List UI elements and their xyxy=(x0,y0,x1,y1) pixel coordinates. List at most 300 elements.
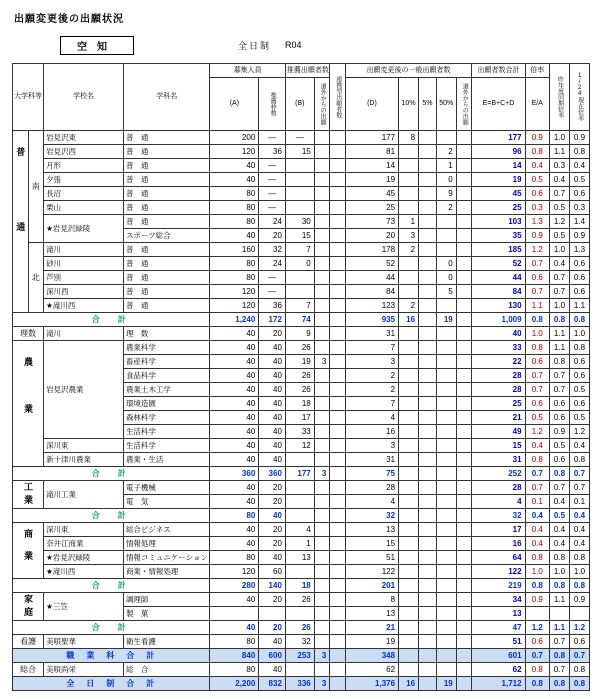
value-cell xyxy=(456,579,472,593)
value-cell xyxy=(314,537,330,551)
value-cell: 0.4 xyxy=(525,537,549,551)
value-cell xyxy=(456,327,472,341)
value-cell: 25 xyxy=(472,397,525,411)
value-cell: 40 xyxy=(210,341,259,355)
value-cell xyxy=(436,467,456,481)
value-cell xyxy=(314,131,330,145)
school-name: ★岩見沢緑陵 xyxy=(44,551,124,565)
value-cell: 0.6 xyxy=(569,635,589,649)
value-cell: 4 xyxy=(345,495,398,509)
value-cell: 935 xyxy=(345,313,398,327)
value-cell: 1.2 xyxy=(569,621,589,635)
value-cell: 25 xyxy=(345,201,398,215)
value-cell xyxy=(419,397,437,411)
value-cell xyxy=(436,229,456,243)
value-cell: 200 xyxy=(210,131,259,145)
header-cell: 連携型出願者数 xyxy=(330,64,346,131)
value-cell: 7 xyxy=(285,299,314,313)
value-cell xyxy=(314,663,330,677)
value-cell: 40 xyxy=(210,537,259,551)
value-cell: 0.5 xyxy=(569,173,589,187)
value-cell: 0 xyxy=(285,257,314,271)
value-cell: 40 xyxy=(210,229,259,243)
value-cell xyxy=(419,285,437,299)
region-box: 空知 xyxy=(60,36,134,55)
value-cell: 0.8 xyxy=(549,467,569,481)
value-cell xyxy=(399,593,419,607)
value-cell xyxy=(456,369,472,383)
value-cell: 14 xyxy=(472,159,525,173)
subtotal-label: 合 計 xyxy=(13,467,210,481)
value-cell: — xyxy=(285,131,314,145)
value-cell: 0.7 xyxy=(525,285,549,299)
value-cell: 0.8 xyxy=(525,453,549,467)
value-cell: 31 xyxy=(345,453,398,467)
value-cell: 62 xyxy=(345,663,398,677)
value-cell: 80 xyxy=(210,187,259,201)
value-cell: 15 xyxy=(285,145,314,159)
value-cell: 0.8 xyxy=(569,579,589,593)
value-cell xyxy=(314,271,330,285)
value-cell xyxy=(330,299,346,313)
value-cell: 総合ビジネス xyxy=(123,523,210,537)
value-cell: 40 xyxy=(210,425,259,439)
value-cell: 62 xyxy=(472,663,525,677)
value-cell xyxy=(436,509,456,523)
value-cell xyxy=(314,607,330,621)
value-cell xyxy=(436,551,456,565)
value-cell: 51 xyxy=(472,635,525,649)
value-cell: 0.4 xyxy=(569,523,589,537)
value-cell: スポーツ総合 xyxy=(123,229,210,243)
value-cell: 普 通 xyxy=(123,131,210,145)
value-cell: 49 xyxy=(472,425,525,439)
value-cell xyxy=(436,383,456,397)
value-cell xyxy=(456,593,472,607)
value-cell: 9 xyxy=(285,327,314,341)
h1-row xyxy=(13,64,590,78)
value-cell: 19 xyxy=(436,677,456,691)
value-cell: 0.4 xyxy=(569,159,589,173)
value-cell xyxy=(314,159,330,173)
value-cell xyxy=(436,649,456,663)
value-cell xyxy=(399,439,419,453)
value-cell: 環境造園 xyxy=(123,397,210,411)
value-cell xyxy=(399,523,419,537)
value-cell: 0.3 xyxy=(569,201,589,215)
value-cell: 14 xyxy=(345,159,398,173)
value-cell: 0.5 xyxy=(549,439,569,453)
value-cell: 0.6 xyxy=(569,285,589,299)
value-cell: 0.8 xyxy=(569,313,589,327)
value-cell xyxy=(419,145,437,159)
header-cell: 50% xyxy=(436,78,456,131)
value-cell: 75 xyxy=(345,467,398,481)
value-cell: 0.6 xyxy=(569,257,589,271)
value-cell xyxy=(436,355,456,369)
value-cell xyxy=(285,453,314,467)
value-cell: 0.8 xyxy=(569,145,589,159)
value-cell: 0.7 xyxy=(569,481,589,495)
value-cell xyxy=(436,607,456,621)
value-cell: 40 xyxy=(259,355,286,369)
value-cell: 17 xyxy=(472,523,525,537)
category-industry: 工業 xyxy=(13,481,44,509)
table-row xyxy=(13,635,590,649)
value-cell: 普 通 xyxy=(123,243,210,257)
value-cell xyxy=(399,341,419,355)
value-cell: 33 xyxy=(472,341,525,355)
value-cell: 0.4 xyxy=(549,173,569,187)
value-cell: 16 xyxy=(399,313,419,327)
value-cell xyxy=(314,579,330,593)
value-cell: 0.9 xyxy=(569,593,589,607)
value-cell: 26 xyxy=(285,621,314,635)
value-cell: 1 xyxy=(436,159,456,173)
value-cell xyxy=(330,495,346,509)
value-cell: 森林科学 xyxy=(123,411,210,425)
value-cell: 0.6 xyxy=(569,397,589,411)
value-cell xyxy=(330,621,346,635)
value-cell: 44 xyxy=(472,271,525,285)
value-cell: 1 xyxy=(285,537,314,551)
value-cell xyxy=(330,229,346,243)
header-cell: 出願変更後の一般出願者数 xyxy=(345,64,472,78)
table-row xyxy=(13,257,590,271)
value-cell: 360 xyxy=(210,467,259,481)
value-cell xyxy=(419,257,437,271)
value-cell: 30 xyxy=(285,215,314,229)
value-cell xyxy=(419,187,437,201)
school-name: 美唄尚栄 xyxy=(44,663,124,677)
value-cell xyxy=(314,285,330,299)
value-cell: 普 通 xyxy=(123,285,210,299)
value-cell xyxy=(419,299,437,313)
value-cell: 40 xyxy=(259,551,286,565)
value-cell: 73 xyxy=(345,215,398,229)
value-cell xyxy=(419,425,437,439)
value-cell: 普 通 xyxy=(123,271,210,285)
value-cell xyxy=(456,173,472,187)
value-cell xyxy=(419,439,437,453)
school-name: 滝川 xyxy=(44,243,124,257)
value-cell: 0.5 xyxy=(549,229,569,243)
value-cell xyxy=(314,425,330,439)
value-cell xyxy=(436,495,456,509)
table-header xyxy=(13,64,590,131)
value-cell: 185 xyxy=(472,243,525,257)
year-label: R04 xyxy=(285,40,302,50)
value-cell: 601 xyxy=(472,649,525,663)
value-cell xyxy=(399,285,419,299)
value-cell xyxy=(330,467,346,481)
value-cell xyxy=(399,481,419,495)
value-cell xyxy=(456,551,472,565)
header-cell: (B) xyxy=(285,78,314,131)
value-cell: 20 xyxy=(259,229,286,243)
table-row xyxy=(13,481,590,495)
table-row xyxy=(13,523,590,537)
value-cell xyxy=(456,341,472,355)
value-cell xyxy=(419,131,437,145)
school-name: 岩見沢西 xyxy=(44,145,124,159)
value-cell: 16 xyxy=(399,677,419,691)
table-row xyxy=(13,593,590,607)
value-cell: 0.4 xyxy=(525,159,549,173)
value-cell xyxy=(419,677,437,691)
value-cell: 40 xyxy=(259,397,286,411)
value-cell: 36 xyxy=(259,145,286,159)
value-cell: 衛生看護 xyxy=(123,635,210,649)
value-cell xyxy=(330,173,346,187)
school-name: 美唄聖華 xyxy=(44,635,124,649)
value-cell: 0.8 xyxy=(525,677,549,691)
school-name: 砂川 xyxy=(44,257,124,271)
value-cell: 0.7 xyxy=(525,383,549,397)
value-cell xyxy=(436,439,456,453)
value-cell: 1.0 xyxy=(525,327,549,341)
value-cell xyxy=(285,509,314,523)
school-name: 滝川 xyxy=(44,327,124,341)
fulltime-total-label: 全 日 制 合 計 xyxy=(13,677,210,691)
value-cell xyxy=(456,299,472,313)
value-cell xyxy=(436,397,456,411)
value-cell: 0.7 xyxy=(549,383,569,397)
table-row xyxy=(13,145,590,159)
value-cell: 25 xyxy=(472,201,525,215)
value-cell: 0.6 xyxy=(525,635,549,649)
value-cell: 1.1 xyxy=(549,145,569,159)
value-cell xyxy=(330,369,346,383)
value-cell xyxy=(285,481,314,495)
value-cell: 0.1 xyxy=(525,495,549,509)
value-cell: 0 xyxy=(436,257,456,271)
value-cell: 1.0 xyxy=(569,565,589,579)
value-cell: 0.1 xyxy=(569,495,589,509)
value-cell: 26 xyxy=(285,341,314,355)
school-name: ★滝川西 xyxy=(44,299,124,313)
value-cell: 13 xyxy=(285,551,314,565)
value-cell: 0.9 xyxy=(525,593,549,607)
value-cell xyxy=(330,523,346,537)
value-cell: 40 xyxy=(472,327,525,341)
value-cell: — xyxy=(259,187,286,201)
value-cell xyxy=(436,663,456,677)
value-cell: 0.5 xyxy=(549,201,569,215)
value-cell xyxy=(314,187,330,201)
value-cell xyxy=(314,145,330,159)
value-cell xyxy=(285,159,314,173)
value-cell: 120 xyxy=(210,565,259,579)
value-cell xyxy=(330,509,346,523)
value-cell: 219 xyxy=(472,579,525,593)
value-cell xyxy=(399,607,419,621)
header-cell: (D) xyxy=(345,78,398,131)
value-cell xyxy=(419,551,437,565)
value-cell: 商業・情報処理 xyxy=(123,565,210,579)
value-cell: 40 xyxy=(210,397,259,411)
value-cell: 80 xyxy=(210,201,259,215)
value-cell: 0.4 xyxy=(549,523,569,537)
value-cell: 3 xyxy=(345,439,398,453)
value-cell xyxy=(285,187,314,201)
value-cell xyxy=(419,467,437,481)
value-cell xyxy=(399,537,419,551)
value-cell xyxy=(419,229,437,243)
value-cell: 12 xyxy=(285,439,314,453)
value-cell xyxy=(456,425,472,439)
header-cell: 1/24現在倍率 xyxy=(569,64,589,131)
value-cell: 0.4 xyxy=(569,509,589,523)
value-cell: 40 xyxy=(210,369,259,383)
value-cell xyxy=(399,649,419,663)
value-cell: 8 xyxy=(345,593,398,607)
value-cell: 0.6 xyxy=(569,355,589,369)
value-cell: 28 xyxy=(345,481,398,495)
value-cell: 0.8 xyxy=(525,145,549,159)
value-cell: 20 xyxy=(259,523,286,537)
value-cell xyxy=(436,299,456,313)
value-cell xyxy=(456,537,472,551)
school-name: 滝川工業 xyxy=(44,481,124,509)
value-cell: 16 xyxy=(472,537,525,551)
value-cell: 0.6 xyxy=(569,271,589,285)
school-name: 芦別 xyxy=(44,271,124,285)
value-cell: 32 xyxy=(285,635,314,649)
value-cell: 24 xyxy=(259,215,286,229)
value-cell xyxy=(330,635,346,649)
value-cell: 0.8 xyxy=(569,551,589,565)
value-cell xyxy=(419,173,437,187)
value-cell: 120 xyxy=(210,285,259,299)
value-cell: 0.5 xyxy=(525,411,549,425)
value-cell: 食品科学 xyxy=(123,369,210,383)
value-cell: 47 xyxy=(472,621,525,635)
value-cell: 畜産科学 xyxy=(123,355,210,369)
value-cell xyxy=(330,313,346,327)
value-cell xyxy=(436,481,456,495)
value-cell: 1.0 xyxy=(549,299,569,313)
value-cell: 35 xyxy=(472,229,525,243)
value-cell xyxy=(210,607,259,621)
value-cell: 84 xyxy=(345,285,398,299)
value-cell: 1.0 xyxy=(525,565,549,579)
table-row xyxy=(13,439,590,453)
value-cell: 普 通 xyxy=(123,215,210,229)
value-cell xyxy=(436,327,456,341)
value-cell xyxy=(399,551,419,565)
school-name: 深川東 xyxy=(44,439,124,453)
header-cell: 5% xyxy=(419,78,437,131)
value-cell: 普 通 xyxy=(123,159,210,173)
value-cell xyxy=(330,187,346,201)
value-cell xyxy=(314,509,330,523)
table-row xyxy=(13,453,590,467)
system-label: 全日制 xyxy=(238,40,272,51)
value-cell: 3 xyxy=(314,677,330,691)
value-cell: 2 xyxy=(436,201,456,215)
value-cell xyxy=(399,453,419,467)
value-cell xyxy=(436,425,456,439)
value-cell: 普 通 xyxy=(123,187,210,201)
value-cell: — xyxy=(259,285,286,299)
value-cell xyxy=(419,663,437,677)
value-cell: 19 xyxy=(345,635,398,649)
value-cell: 28 xyxy=(472,369,525,383)
value-cell: 15 xyxy=(285,229,314,243)
value-cell: 600 xyxy=(259,649,286,663)
value-cell xyxy=(456,187,472,201)
value-cell xyxy=(436,579,456,593)
value-cell: 40 xyxy=(259,411,286,425)
table-row xyxy=(13,173,590,187)
value-cell: 13 xyxy=(472,607,525,621)
value-cell: 40 xyxy=(210,593,259,607)
table-row xyxy=(13,131,590,145)
value-cell: 80 xyxy=(210,663,259,677)
value-cell: 122 xyxy=(472,565,525,579)
vocational-total-label: 職 業 科 合 計 xyxy=(13,649,210,663)
value-cell xyxy=(436,341,456,355)
value-cell xyxy=(399,383,419,397)
school-name: 深川東 xyxy=(44,523,124,537)
value-cell xyxy=(399,635,419,649)
value-cell xyxy=(314,481,330,495)
value-cell xyxy=(419,369,437,383)
value-cell: 19 xyxy=(285,355,314,369)
value-cell xyxy=(399,565,419,579)
value-cell: 3 xyxy=(314,467,330,481)
value-cell xyxy=(285,565,314,579)
value-cell xyxy=(456,131,472,145)
table-row xyxy=(13,663,590,677)
value-cell xyxy=(314,593,330,607)
value-cell: 44 xyxy=(345,271,398,285)
school-name: 岩見沢農業 xyxy=(44,341,124,439)
value-cell: 52 xyxy=(472,257,525,271)
value-cell: 1.1 xyxy=(569,299,589,313)
value-cell: 普 通 xyxy=(123,257,210,271)
value-cell: 情報コミュニケーション xyxy=(123,551,210,565)
value-cell: 84 xyxy=(472,285,525,299)
value-cell: 3 xyxy=(314,649,330,663)
value-cell xyxy=(330,285,346,299)
value-cell: 調理師 xyxy=(123,593,210,607)
school-name: 新十津川農業 xyxy=(44,453,124,467)
header-cell: 推薦出願者数 xyxy=(285,64,329,78)
value-cell: 80 xyxy=(210,509,259,523)
value-cell: 1.0 xyxy=(569,327,589,341)
value-cell: 1,009 xyxy=(472,313,525,327)
value-cell xyxy=(419,271,437,285)
value-cell: 生活科学 xyxy=(123,439,210,453)
value-cell: 177 xyxy=(472,131,525,145)
value-cell: 40 xyxy=(210,173,259,187)
value-cell: 理 数 xyxy=(123,327,210,341)
value-cell xyxy=(399,467,419,481)
value-cell xyxy=(314,313,330,327)
value-cell xyxy=(314,341,330,355)
value-cell xyxy=(314,453,330,467)
value-cell: 0.6 xyxy=(549,411,569,425)
value-cell: 0.7 xyxy=(525,369,549,383)
value-cell: 40 xyxy=(259,663,286,677)
value-cell: 40 xyxy=(210,383,259,397)
value-cell xyxy=(456,229,472,243)
value-cell xyxy=(314,383,330,397)
value-cell xyxy=(456,565,472,579)
value-cell: 0.4 xyxy=(549,495,569,509)
